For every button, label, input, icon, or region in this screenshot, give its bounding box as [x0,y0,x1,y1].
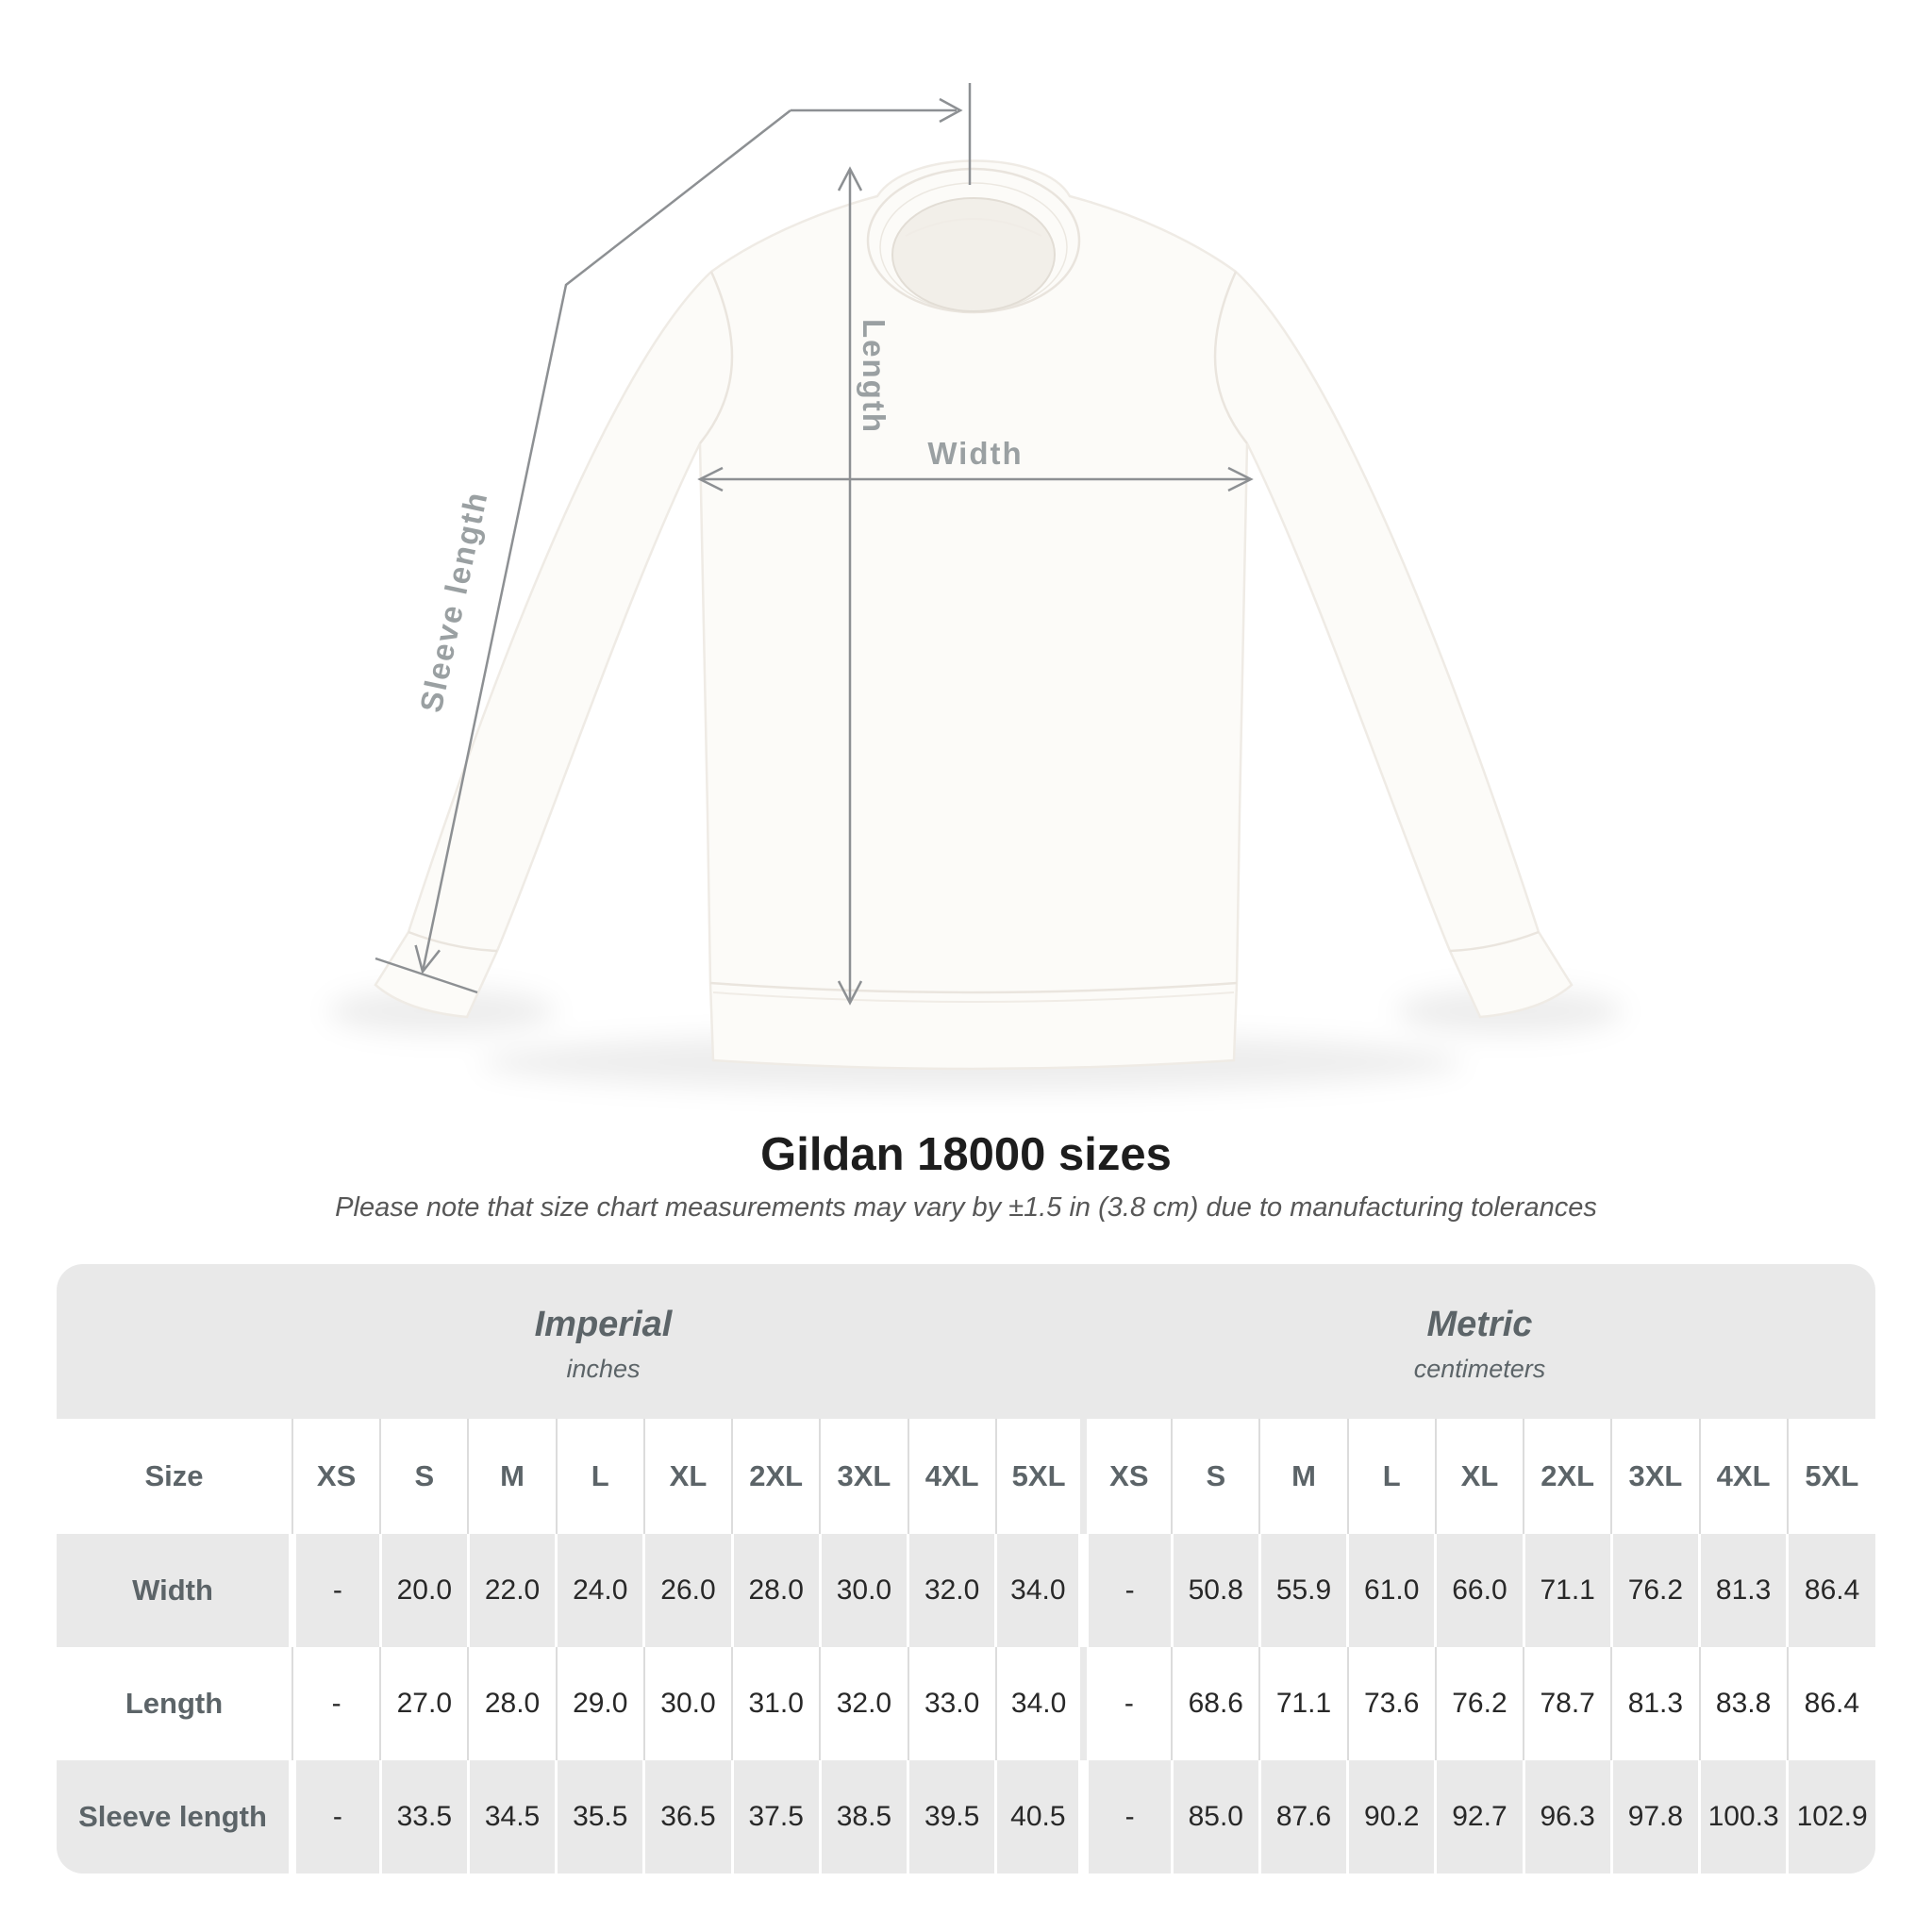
size-header-row [57,1419,1875,1534]
value-cell: 33.5 [380,1760,468,1874]
value-cell: 71.1 [1259,1647,1347,1760]
value-cell: 102.9 [1788,1760,1875,1874]
size-header-metric-2xl: 2XL [1524,1419,1611,1534]
value-cell: 39.5 [908,1760,996,1874]
value-cell: 85.0 [1172,1760,1259,1874]
size-header-imperial-s: S [380,1419,468,1534]
value-cell: 28.0 [468,1647,556,1760]
page-title: Gildan 18000 sizes [760,1129,1172,1180]
size-header-imperial-l: L [557,1419,644,1534]
value-cell: - [292,1647,380,1760]
value-cell: 86.4 [1788,1647,1875,1760]
value-cell: 86.4 [1788,1534,1875,1647]
value-cell: 68.6 [1172,1647,1259,1760]
value-cell: 30.0 [820,1534,908,1647]
value-cell: 26.0 [644,1534,732,1647]
value-cell: 34.5 [468,1760,556,1874]
length-label: Length [857,319,891,434]
value-cell: 22.0 [468,1534,556,1647]
size-header-metric-xl: XL [1436,1419,1524,1534]
value-cell: 37.5 [732,1760,820,1874]
value-cell: - [1084,1760,1172,1874]
value-cell: 83.8 [1700,1647,1788,1760]
value-cell: 32.0 [820,1647,908,1760]
tolerance-note: Please note that size chart measurements may vary by ±1.5 in (3.8 cm) due to manufacturing tolerances [335,1192,1597,1223]
size-header-metric-5xl: 5XL [1788,1419,1875,1534]
value-cell: 87.6 [1259,1760,1347,1874]
value-cell: 76.2 [1436,1647,1524,1760]
sleeve-length-label: Sleeve length [412,487,494,716]
value-cell: 30.0 [644,1647,732,1760]
value-cell: 28.0 [732,1534,820,1647]
unit-group-sublabel: centimeters [1413,1355,1546,1383]
unit-group-name: Imperial [534,1305,673,1344]
unit-group-imperial [57,1264,1084,1419]
value-cell: - [292,1760,380,1874]
size-header-imperial-4xl: 4XL [908,1419,996,1534]
value-cell: 27.0 [380,1647,468,1760]
size-table [57,1264,1875,1874]
value-cell: 66.0 [1436,1534,1524,1647]
value-cell: 96.3 [1524,1760,1611,1874]
size-header-metric-m: M [1259,1419,1347,1534]
value-cell: 34.0 [996,1647,1084,1760]
size-header-imperial-5xl: 5XL [996,1419,1084,1534]
value-cell: 78.7 [1524,1647,1611,1760]
value-cell: 81.3 [1700,1534,1788,1647]
size-header-imperial-2xl: 2XL [732,1419,820,1534]
value-cell: 55.9 [1259,1534,1347,1647]
value-cell: 50.8 [1172,1534,1259,1647]
value-cell: 81.3 [1611,1647,1699,1760]
value-cell: 33.0 [908,1647,996,1760]
size-header-metric-l: L [1348,1419,1436,1534]
table-row-sleeve-length [57,1760,1875,1874]
value-cell: - [292,1534,380,1647]
size-header-imperial-xl: XL [644,1419,732,1534]
size-header-metric-4xl: 4XL [1700,1419,1788,1534]
size-column-header: Size [57,1419,292,1534]
size-header-metric-xs: XS [1084,1419,1172,1534]
value-cell: 35.5 [557,1760,644,1874]
table-row-length [57,1647,1875,1760]
value-cell: - [1084,1534,1172,1647]
table-row-width [57,1534,1875,1647]
value-cell: 76.2 [1611,1534,1699,1647]
value-cell: 20.0 [380,1534,468,1647]
value-cell: 40.5 [996,1760,1084,1874]
unit-group-metric [1084,1264,1875,1419]
value-cell: 100.3 [1700,1760,1788,1874]
unit-band-row [57,1264,1875,1419]
size-header-imperial-m: M [468,1419,556,1534]
value-cell: 92.7 [1436,1760,1524,1874]
size-chart [57,1264,1875,1874]
row-label: Length [57,1647,292,1760]
value-cell: 71.1 [1524,1534,1611,1647]
row-label: Sleeve length [57,1760,292,1874]
size-header-imperial-xs: XS [292,1419,380,1534]
width-label: Width [927,436,1024,471]
size-table-body [57,1264,1875,1874]
value-cell: - [1084,1647,1172,1760]
value-cell: 36.5 [644,1760,732,1874]
size-header-metric-s: S [1172,1419,1259,1534]
collar-opening [892,198,1055,311]
value-cell: 29.0 [557,1647,644,1760]
value-cell: 38.5 [820,1760,908,1874]
value-cell: 24.0 [557,1534,644,1647]
value-cell: 32.0 [908,1534,996,1647]
value-cell: 34.0 [996,1534,1084,1647]
row-label: Width [57,1534,292,1647]
value-cell: 31.0 [732,1647,820,1760]
unit-group-name: Metric [1426,1305,1533,1344]
unit-group-sublabel: inches [566,1355,641,1383]
size-header-imperial-3xl: 3XL [820,1419,908,1534]
sweatshirt-image [375,161,1572,1070]
value-cell: 90.2 [1348,1760,1436,1874]
size-header-metric-3xl: 3XL [1611,1419,1699,1534]
value-cell: 97.8 [1611,1760,1699,1874]
value-cell: 73.6 [1348,1647,1436,1760]
value-cell: 61.0 [1348,1534,1436,1647]
